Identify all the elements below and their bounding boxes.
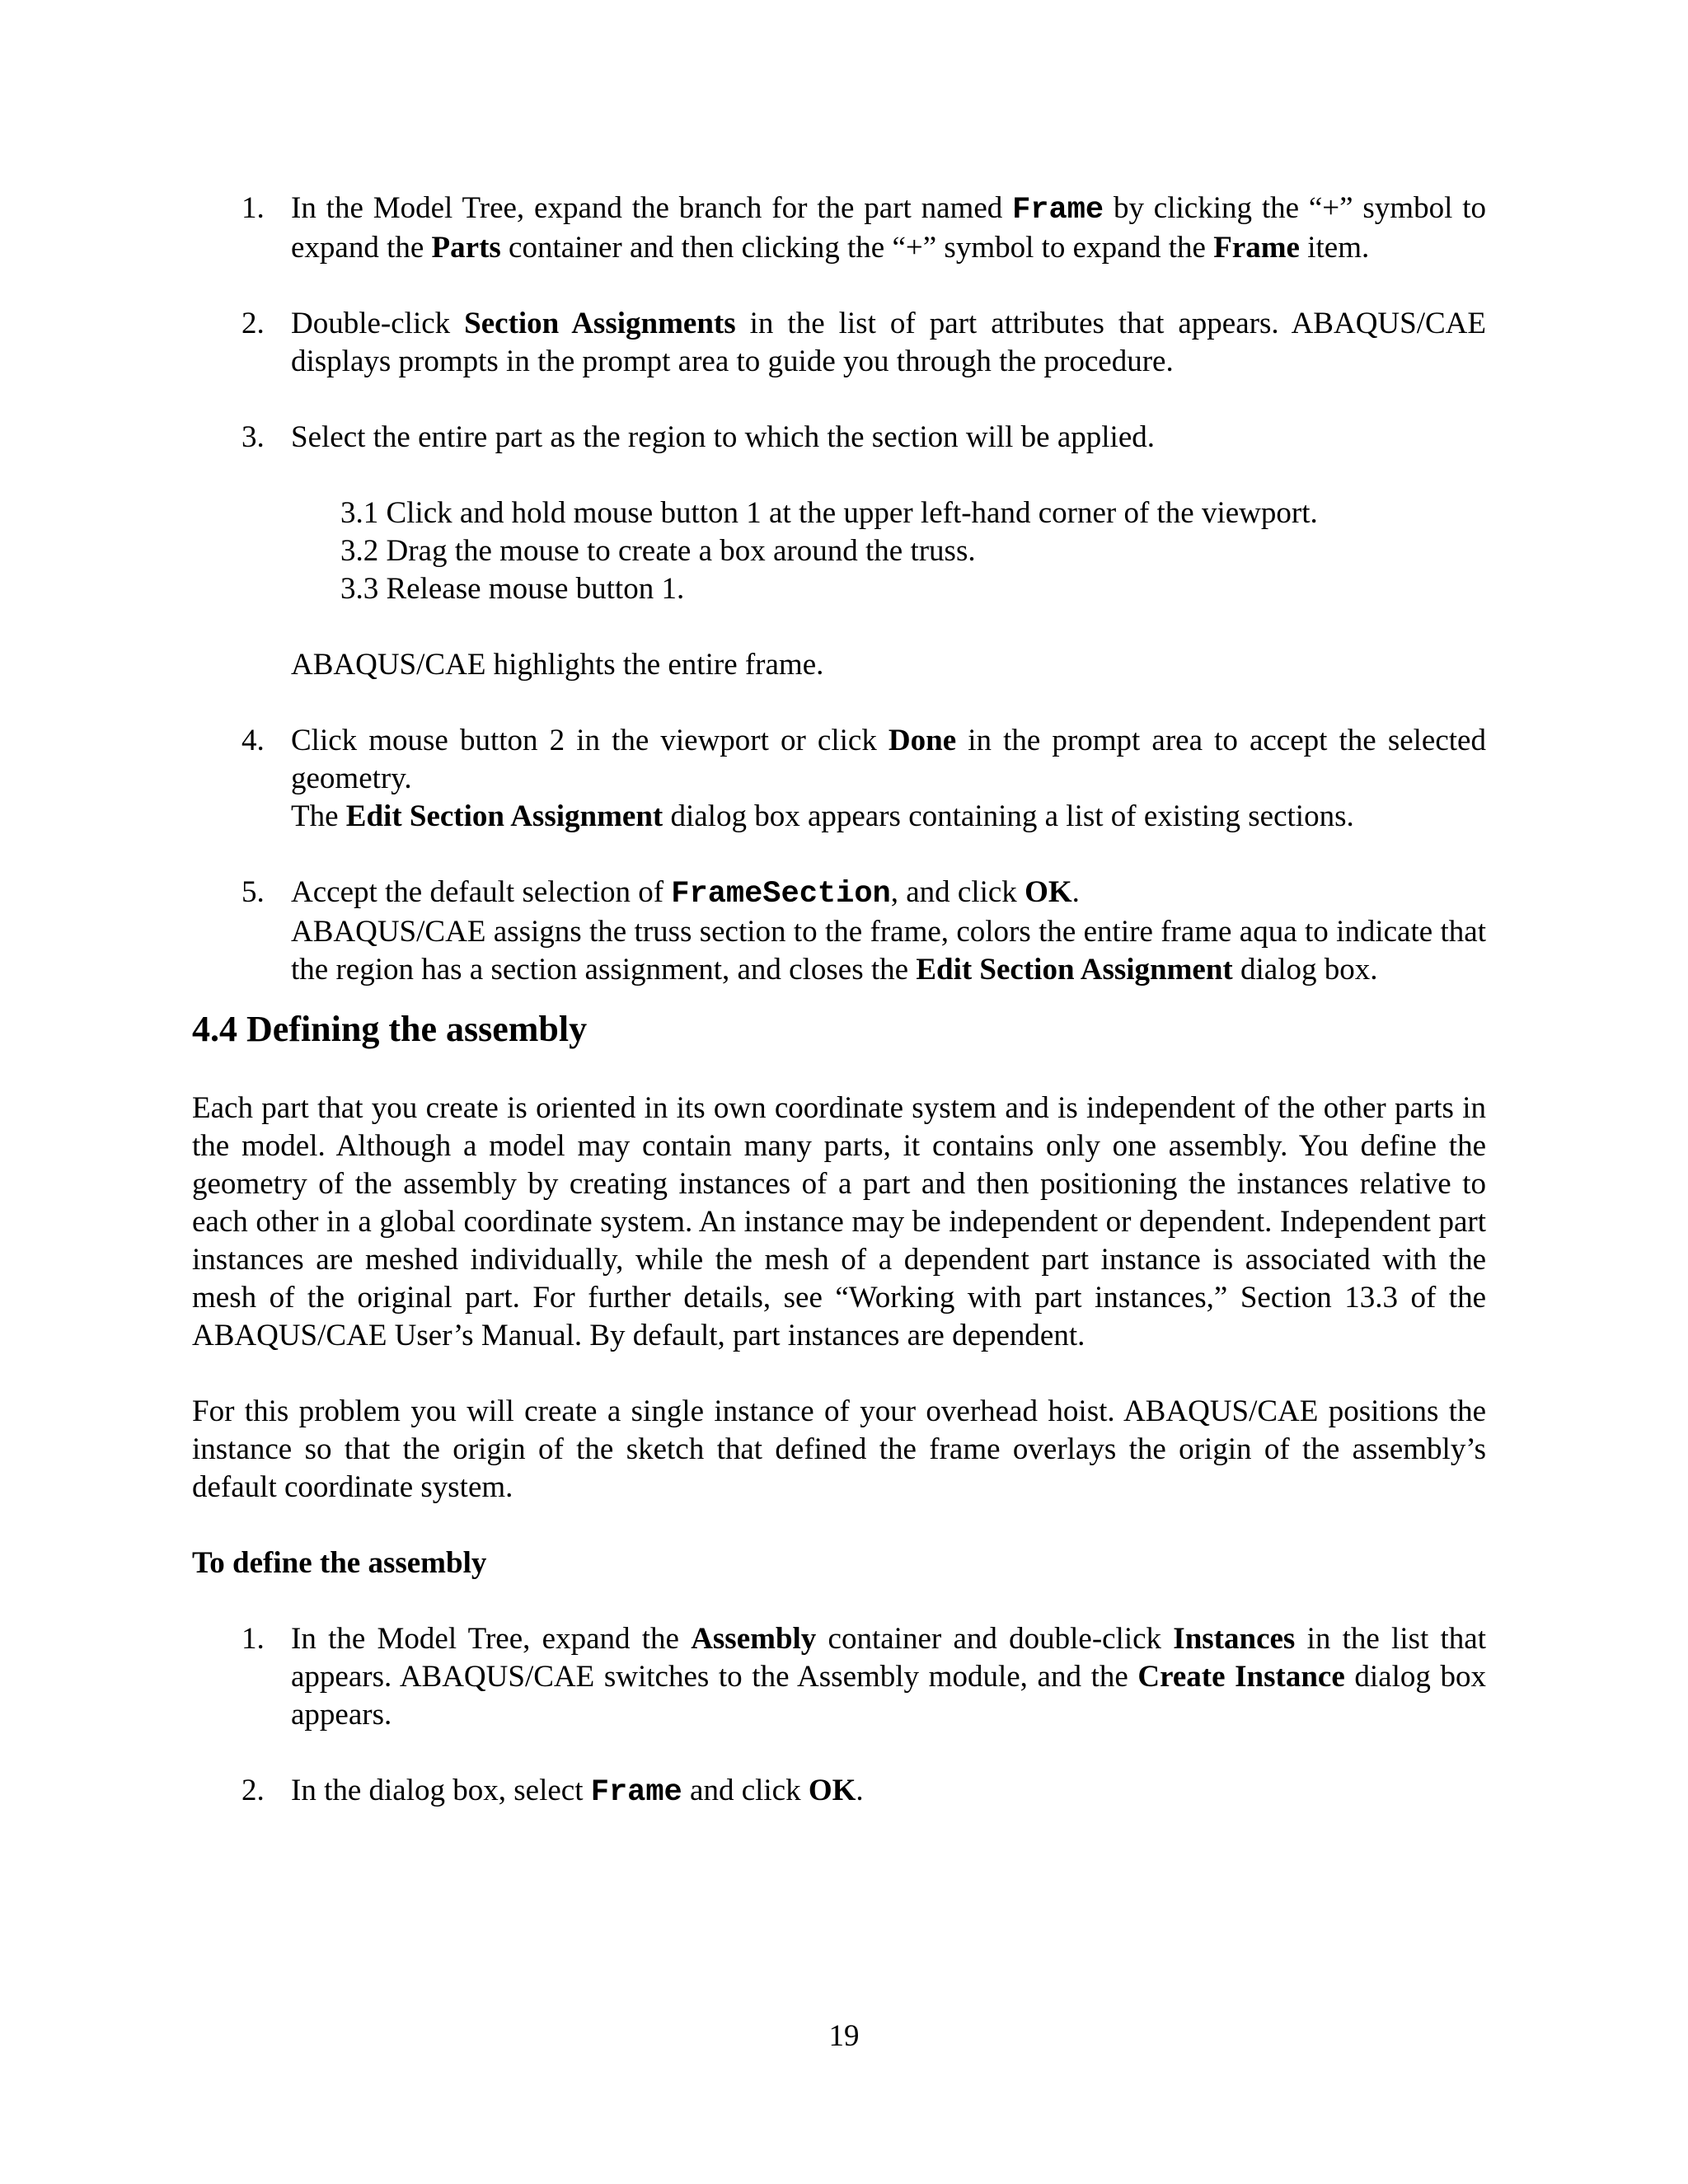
assembly-steps xyxy=(192,1620,1486,1811)
section-heading: 4.4 Defining the assembly xyxy=(192,1009,588,1049)
section-name-code: FrameSection xyxy=(671,877,891,912)
list-item xyxy=(192,874,1486,989)
substep-item: 3.3 Release mouse button 1. xyxy=(340,572,685,606)
body-paragraph: Each part that you create is oriented in its own coordinate system and is independent of the other parts in the model. Although a model may contain many parts, it contains only one assembly. You define the geometry of the assembly by creating instances of a part and then positioning the instances relative to each other in a global coordinate system. An instance may be independent or dependent. Independent part instances are meshed individually, while the mesh of a dependent part instance is associated with the mesh of the original part. For further details, see “Working with part instances,” Section 13.3 of the ABAQUS/CAE User’s Manual. By default, part instances are dependent. xyxy=(192,1091,1486,1352)
ui-term: Edit Section Assignment xyxy=(345,799,663,833)
page-number: 19 xyxy=(828,2019,860,2053)
ui-term: Frame xyxy=(1213,231,1300,265)
step-number: 2. xyxy=(241,307,265,340)
step-number: 1. xyxy=(241,1622,265,1656)
ui-term: Parts xyxy=(431,231,501,265)
step-text: Select the entire part as the region to which the section will be applied. xyxy=(291,420,1155,454)
ui-term: Assembly xyxy=(691,1622,817,1656)
list-item xyxy=(192,419,1486,684)
list-item xyxy=(192,305,1486,381)
ui-term: Instances xyxy=(1173,1622,1296,1656)
part-name-code: Frame xyxy=(1012,193,1104,227)
step-result-text: The Edit Section Assignment dialog box appears containing a list of existing sections. xyxy=(291,799,1354,833)
substep-item: 3.2 Drag the mouse to create a box around the truss. xyxy=(340,534,976,568)
step-number: 5. xyxy=(241,875,265,909)
ui-term: Done xyxy=(888,724,957,757)
list-item xyxy=(192,1620,1486,1734)
ui-term: Section Assignments xyxy=(464,307,736,340)
step-text: In the Model Tree, expand the Assembly container and double-click Instances in the list that appears. ABAQUS/CAE switches to the Assembly module, and the Create Instance dialog box appears. xyxy=(291,1622,1487,1732)
step-text: Click mouse button 2 in the viewport or click Done in the prompt area to accept the selected geometry. xyxy=(291,724,1486,795)
body-paragraph: For this problem you will create a single instance of your overhead hoist. ABAQUS/CAE positions the instance so that the origin of the sketch that defined the frame overlays the origin of the assembly’s default coordinate system. xyxy=(192,1394,1486,1504)
document-page xyxy=(192,190,1486,1849)
substep-item: 3.1 Click and hold mouse button 1 at the upper left-hand corner of the viewport. xyxy=(340,496,1318,530)
step-result-text: ABAQUS/CAE assigns the truss section to the frame, colors the entire frame aqua to indicate that the region has a section assignment, and closes the Edit Section Assignment dialog box. xyxy=(291,915,1486,987)
step-number: 4. xyxy=(241,724,265,757)
ui-term: Edit Section Assignment xyxy=(916,953,1233,987)
step-text: Double-click Section Assignments in the list of part attributes that appears. ABAQUS/CAE displays prompts in the prompt area to guide you through the procedure. xyxy=(291,307,1486,378)
list-item xyxy=(192,722,1486,836)
step-text: Accept the default selection of FrameSection, and click OK. xyxy=(291,875,1080,912)
step-text: In the Model Tree, expand the branch for the part named Frame by clicking the “+” symbol to expand the Parts container and then clicking the “+” symbol to expand the Frame item. xyxy=(291,191,1486,265)
ui-term: OK xyxy=(1025,875,1072,909)
step-number: 2. xyxy=(241,1774,265,1807)
step-text: In the dialog box, select Frame and click OK. xyxy=(291,1774,864,1810)
step-result-text: ABAQUS/CAE highlights the entire frame. xyxy=(291,648,824,682)
step-number: 3. xyxy=(241,420,265,454)
ui-term: OK xyxy=(808,1774,856,1807)
ui-term: Create Instance xyxy=(1137,1660,1345,1694)
list-item xyxy=(192,1772,1486,1811)
list-item xyxy=(192,190,1486,267)
section-assignment-steps xyxy=(192,190,1486,989)
part-name-code: Frame xyxy=(590,1775,682,1810)
procedure-heading: To define the assembly xyxy=(192,1546,487,1580)
step-number: 1. xyxy=(241,191,265,225)
substep-list xyxy=(340,494,1486,608)
